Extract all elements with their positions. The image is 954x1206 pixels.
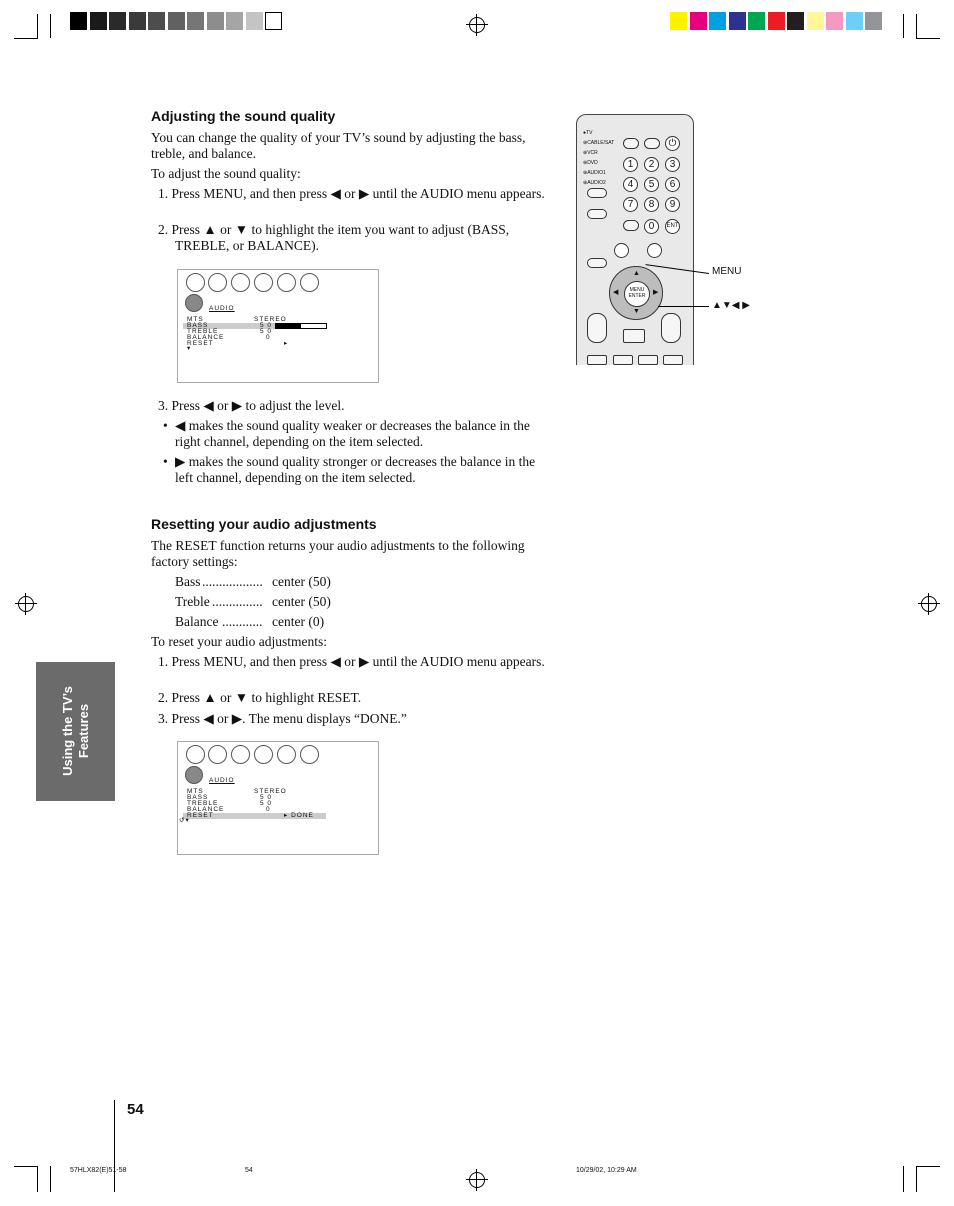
setting-bass-dots: ..................: [202, 574, 263, 589]
color-swatch: [787, 12, 804, 30]
color-swatch: [226, 12, 243, 30]
color-swatch: [826, 12, 843, 30]
color-swatch: [129, 12, 146, 30]
registration-mark-icon: [469, 17, 485, 33]
guide-button: [614, 243, 629, 258]
recall-button: [638, 355, 658, 365]
timer-menu-icon: [277, 745, 296, 764]
menu-value-reset: ▸: [284, 340, 289, 347]
speaker-icon: [185, 294, 203, 312]
menu-row-treble: TREBLE: [187, 328, 219, 335]
locks-menu-icon: [254, 745, 273, 764]
crop-mark: [14, 38, 38, 39]
setting-treble-name: Treble: [175, 594, 210, 609]
crop-mark: [50, 1166, 51, 1192]
number-8-button: 8: [644, 197, 659, 212]
audio-menu-icon: [208, 273, 227, 292]
number-5-button: 5: [644, 177, 659, 192]
arrows-callout-label: ▲▼◀ ▶: [712, 300, 750, 311]
menu-row-reset: RESET: [187, 340, 214, 347]
crop-mark: [37, 1166, 38, 1192]
number-0-button: 0: [644, 219, 659, 234]
side-tab-line-2: Features: [76, 703, 91, 759]
menu-title: AUDIO: [209, 305, 235, 312]
color-swatch: [148, 12, 165, 30]
section-heading: Resetting your audio adjustments: [151, 516, 377, 532]
speaker-icon: [185, 766, 203, 784]
audio-menu-done-screenshot: [177, 741, 379, 855]
menu-value-mts: STEREO: [254, 316, 287, 323]
step-3: 3. Press ◀ or ▶ to adjust the level.: [158, 398, 345, 413]
page-number: 54: [127, 1101, 144, 1118]
channel-rocker: [587, 313, 607, 343]
menu-row-treble: TREBLE: [187, 800, 219, 807]
color-swatch: [690, 12, 707, 30]
registration-mark-icon: [921, 596, 937, 612]
step-1: 1. Press MENU, and then press ◀ or ▶ until the AUDIO menu appears.: [158, 186, 545, 201]
number-2-button: 2: [644, 157, 659, 172]
crop-mark: [14, 1166, 38, 1167]
option-menu-icon: [300, 273, 319, 292]
mode-list: [583, 128, 614, 188]
slow-button: [644, 138, 660, 149]
slug-filename: 57HLX82(E)51-58: [70, 1167, 127, 1174]
color-swatch: [748, 12, 765, 30]
favorite-button: [647, 243, 662, 258]
color-swatch: [246, 12, 263, 30]
color-swatch: [70, 12, 87, 30]
menu-title: AUDIO: [209, 777, 235, 784]
option-menu-icon: [300, 745, 319, 764]
color-swatch: [187, 12, 204, 30]
mode-vcr: ⊕VCR: [583, 150, 598, 156]
picture-menu-icon: [186, 745, 205, 764]
crop-mark: [916, 14, 917, 38]
light-button: [623, 138, 639, 149]
registration-mark-icon: [469, 1172, 485, 1188]
volume-rocker: [661, 313, 681, 343]
number-6-button: 6: [665, 177, 680, 192]
ch-rtn-button: [587, 355, 607, 365]
level-slider-fill: [276, 324, 301, 328]
direction-pad: [609, 266, 663, 320]
number-1-button: 1: [623, 157, 638, 172]
remote-control-illustration: [576, 114, 694, 365]
mode-cable-sat: ⊕CABLE/SAT: [583, 140, 615, 146]
crop-mark: [50, 14, 51, 38]
picture-menu-icon: [186, 273, 205, 292]
crop-mark: [916, 1166, 917, 1192]
bullet-weaker: ◀ makes the sound quality weaker or decreases the balance in the right channel, depending on the item selected.: [175, 418, 530, 449]
mute-button: [663, 355, 683, 365]
bullet-icon: •: [163, 454, 168, 469]
registration-mark-icon: [18, 596, 34, 612]
slug-page: 54: [245, 1167, 253, 1174]
menu-value-balance: 0: [266, 806, 271, 813]
setting-treble-value: center (50): [272, 594, 331, 609]
crop-mark: [916, 1166, 940, 1167]
menu-value-balance: 0: [266, 334, 271, 341]
menu-value-bass: 5 0: [260, 322, 273, 329]
color-swatch: [768, 12, 785, 30]
menu-row-mts: MTS: [187, 316, 204, 323]
instruction-lead: To reset your audio adjustments:: [151, 634, 328, 649]
menu-value-mts: STEREO: [254, 788, 287, 795]
level-slider: [275, 323, 327, 329]
reset-intro: The RESET function returns your audio adjustments to the following factory settings:: [151, 538, 525, 569]
cancel-button: [623, 220, 639, 231]
menu-row-bass: BASS: [187, 322, 209, 329]
menu-callout-label: MENU: [712, 266, 742, 277]
menu-row-balance: BALANCE: [187, 334, 225, 341]
locks-menu-icon: [254, 273, 273, 292]
color-swatch: [265, 12, 282, 30]
menu-row-reset: RESET: [187, 812, 214, 819]
more-down-icon: ▾: [187, 345, 192, 352]
arrows-callout-line: [658, 306, 709, 307]
step-2: 2. Press ▲ or ▼ to highlight the item you want to adjust (BASS, TREBLE, or BALANCE).: [158, 222, 510, 253]
power-icon: ⏻: [665, 136, 680, 151]
setting-balance-value: center (0): [272, 614, 325, 629]
menu-row-mts: MTS: [187, 788, 204, 795]
margin-line: [114, 1100, 115, 1192]
color-swatch: [807, 12, 824, 30]
setting-bass-value: center (50): [272, 574, 331, 589]
arrow-right-icon: ▶: [653, 288, 659, 296]
color-swatch: [168, 12, 185, 30]
mode-dvd: ⊕DVD: [583, 160, 598, 166]
menu-value-treble: 5 0: [260, 328, 273, 335]
timer-menu-icon: [277, 273, 296, 292]
reset-step-3: 3. Press ◀ or ▶. The menu displays “DONE.”: [158, 711, 407, 726]
crop-mark: [903, 14, 904, 38]
mode-audio2: ⊕AUDIO2: [583, 180, 606, 186]
instruction-lead: To adjust the sound quality:: [151, 166, 301, 181]
arrow-up-icon: ▲: [633, 269, 640, 277]
menu-value-bass: 5 0: [260, 794, 273, 801]
menu-row-balance: BALANCE: [187, 806, 225, 813]
action-button: [587, 258, 607, 268]
menu-value-reset: ▸ DONE: [284, 812, 314, 819]
exit-button: [623, 329, 645, 343]
color-swatch: [709, 12, 726, 30]
ent-button: ENT: [665, 219, 680, 234]
arrow-left-icon: ◀: [613, 288, 619, 296]
slug-timestamp: 10/29/02, 10:29 AM: [576, 1167, 637, 1174]
bullet-icon: •: [163, 418, 168, 433]
crop-mark: [37, 14, 38, 38]
mode-audio1: ⊕AUDIO1: [583, 170, 606, 176]
bullet-stronger: ▶ makes the sound quality stronger or decreases the balance in the left channel, depending on the item selected.: [175, 454, 536, 485]
color-swatch: [109, 12, 126, 30]
side-tab-label: [60, 686, 92, 776]
intro-paragraph: You can change the quality of your TV’s sound by adjusting the bass, treble, and balance.: [151, 130, 526, 161]
color-swatch: [846, 12, 863, 30]
setting-bass-name: Bass: [175, 574, 201, 589]
crop-mark: [903, 1166, 904, 1192]
color-swatch: [865, 12, 882, 30]
color-swatch: [670, 12, 687, 30]
crop-mark: [916, 38, 940, 39]
mode-tv: ●TV: [583, 130, 593, 136]
setting-balance-dots: ............: [222, 614, 263, 629]
reset-step-1: 1. Press MENU, and then press ◀ or ▶ until the AUDIO menu appears.: [158, 654, 545, 669]
menu-value-treble: 5 0: [260, 800, 273, 807]
setup-menu-icon: [231, 273, 250, 292]
audio-menu-screenshot: [177, 269, 379, 383]
number-7-button: 7: [623, 197, 638, 212]
menu-enter-label: MENU ENTER: [628, 287, 646, 299]
menu-row-bass: BASS: [187, 794, 209, 801]
setting-balance-name: Balance: [175, 614, 219, 629]
color-swatch: [207, 12, 224, 30]
tv-video-button: [587, 209, 607, 219]
color-swatch: [729, 12, 746, 30]
input-button: [613, 355, 633, 365]
number-4-button: 4: [623, 177, 638, 192]
reset-step-2: 2. Press ▲ or ▼ to highlight RESET.: [158, 690, 362, 705]
setup-menu-icon: [231, 745, 250, 764]
audio-menu-icon: [208, 745, 227, 764]
side-tab-line-1: Using the TV’s: [60, 686, 75, 776]
arrow-down-icon: ▼: [633, 307, 640, 315]
setting-treble-dots: ...............: [212, 594, 263, 609]
number-9-button: 9: [665, 197, 680, 212]
more-down-icon: ↺▾: [179, 817, 190, 824]
number-3-button: 3: [665, 157, 680, 172]
color-swatch: [90, 12, 107, 30]
section-heading: Adjusting the sound quality: [151, 108, 336, 124]
mode-button: [587, 188, 607, 198]
